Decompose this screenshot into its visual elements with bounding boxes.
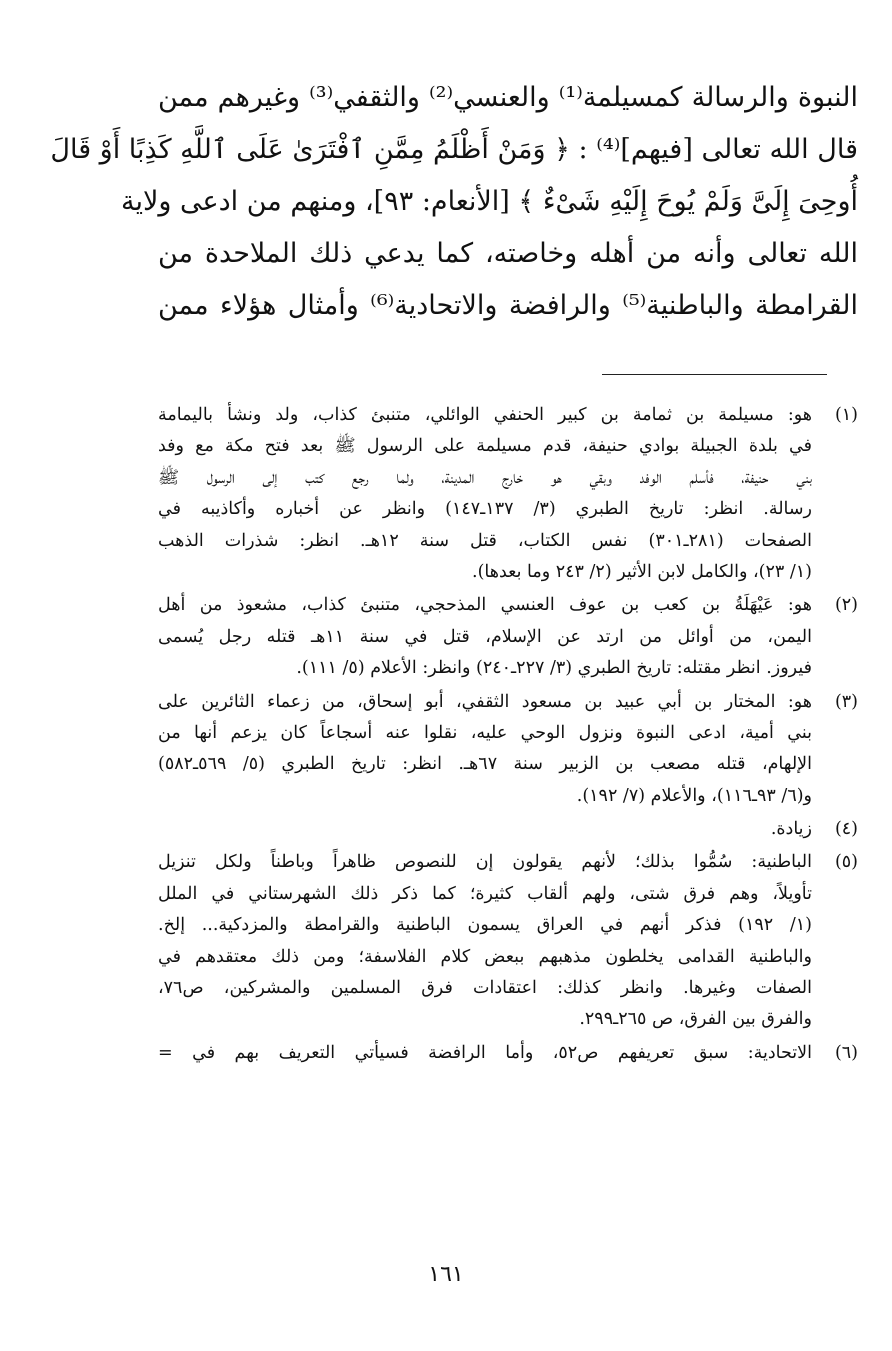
footnote-number: (٤) <box>834 819 858 840</box>
footnote-line: (١/ ١٩٢) فذكر أنهم في العراق يسمون الباطنية والقرامطة والمزدكية... إلخ. <box>158 915 812 936</box>
footnote-body <box>158 400 812 588</box>
main-text-line: قال الله تعالى [فيهم]⁽⁴⁾ : ﴿ وَمَنْ أَظْلَمُ مِمَّنِ ٱفْتَرَىٰ عَلَى ٱللَّهِ كَذِبًا أَوْ قَالَ <box>50 134 858 165</box>
footnote-line: رسالة. انظر: تاريخ الطبري (٣/ ١٣٧ـ١٤٧) وانظر عن أخباره وأكاذيبه في <box>158 499 812 520</box>
footnote-5 <box>158 847 858 1035</box>
footnote-line: و(٦/ ٩٣ـ١١٦)، والأعلام (٧/ ١٩٢). <box>576 785 812 806</box>
page-number: ١٦١ <box>428 1262 464 1287</box>
footnote-number: (٦) <box>834 1042 858 1063</box>
footnote-line: (١/ ٢٣)، والكامل لابن الأثير (٢/ ٢٤٣ وما بعدها). <box>472 561 812 582</box>
footnote-body <box>158 687 812 813</box>
footnote-line: والباطنية القدامى يخلطون مذهبهم ببعض كلام الفلاسفة؛ ومن ذلك معتقدهم في <box>158 946 812 967</box>
footnote-line: الإلهام، قتله مصعب بن الزبير سنة ٦٧هـ. انظر: تاريخ الطبري (٥/ ٥٦٩ـ٥٨٢) <box>158 754 812 775</box>
main-text-line: النبوة والرسالة كمسيلمة⁽¹⁾ والعنسي⁽²⁾ والثقفي⁽³⁾ وغيرهم ممن <box>158 82 858 113</box>
footnote-1 <box>158 400 858 588</box>
footnote-line: الصفات وغيرها. وانظر كذلك: اعتقادات فرق المسلمين والمشركين، ص٧٦، <box>158 978 812 999</box>
footnote-4 <box>158 814 858 845</box>
footnote-line: هو: مسيلمة بن ثمامة بن كبير الحنفي الوائلي، متنبئ كذاب، ولد ونشأ باليمامة <box>158 405 812 425</box>
footnote-line: زيادة. <box>770 819 812 840</box>
footnote-line: فيروز. انظر مقتله: تاريخ الطبري (٣/ ٢٢٧ـ٢٤٠) وانظر: الأعلام (٥/ ١١١). <box>296 658 812 679</box>
footnote-separator <box>602 374 827 375</box>
footnote-3 <box>158 687 858 813</box>
footnote-line: والفرق بين الفرق، ص ٢٦٥ـ٢٩٩. <box>579 1009 812 1030</box>
footnote-line: هو: المختار بن أبي عبيد بن مسعود الثقفي، أبو إسحاق، من زعماء الثائرين على <box>158 691 812 712</box>
main-text-line: أُوحِىَ إِلَىَّ وَلَمْ يُوحَ إِلَيْهِ شَىْءٌ ﴾ [الأنعام: ٩٣]، ومنهم من ادعى ولاية <box>120 186 858 217</box>
footnote-number: (٥) <box>834 852 858 873</box>
footnote-body <box>158 590 812 684</box>
main-text <box>50 72 858 332</box>
footnote-body <box>158 847 812 1035</box>
footnote-line: تأويلاً، وهم فرق شتى، ولهم ألقاب كثيرة؛ كما ذكر ذلك الشهرستاني في الملل <box>158 883 812 904</box>
footnote-line: الصفحات (٢٨١ـ٣٠١) نفس الكتاب، قتل سنة ١٢هـ. انظر: شذرات الذهب <box>158 530 812 551</box>
footnote-body <box>158 1038 812 1069</box>
footnote-line: اليمن، من أوائل من ارتد عن الإسلام، قتل في سنة ١١هـ قتله رجل يُسمى <box>158 626 812 647</box>
footnote-line: الباطنية: سُمُّوا بذلك؛ لأنهم يقولون إن للنصوص ظاهراً وباطناً ولكل تنزيل <box>158 852 812 873</box>
footnotes <box>158 400 858 1069</box>
footnote-2 <box>158 590 858 684</box>
footnote-line: بني حنيفة، فأسلم الوفد وبقي هو خارج المدينة، ولما رجع كتب إلى الرسول ﷺ <box>158 467 812 488</box>
footnote-line: بني أمية، ادعى النبوة ونزول الوحي عليه، نقلوا عنه أسجاعاً كان يزعم أنها من <box>158 722 812 743</box>
footnote-line: في بلدة الجبيلة بوادي حنيفة، قدم مسيلمة على الرسول ﷺ بعد فتح مكة مع وفد <box>158 436 812 457</box>
main-text-line: الله تعالى وأنه من أهله وخاصته، كما يدعي ذلك الملاحدة من <box>158 238 858 269</box>
footnote-line: الاتحادية: سبق تعريفهم ص٥٢، وأما الرافضة فسيأتي التعريف بهم في = <box>158 1042 812 1063</box>
footnote-number: (٢) <box>834 595 858 616</box>
footnote-body <box>158 814 812 845</box>
footnote-number: (١) <box>834 405 858 425</box>
main-text-line: القرامطة والباطنية⁽⁵⁾ والرافضة والاتحادية⁽⁶⁾ وأمثال هؤلاء ممن <box>158 290 858 321</box>
footnote-line: هو: عَيْهَلَةُ بن كعب بن عوف العنسي المذحجي، متنبئ كذاب، مشعوذ من أهل <box>158 595 812 616</box>
footnote-number: (٣) <box>834 691 858 712</box>
footnote-6 <box>158 1038 858 1069</box>
